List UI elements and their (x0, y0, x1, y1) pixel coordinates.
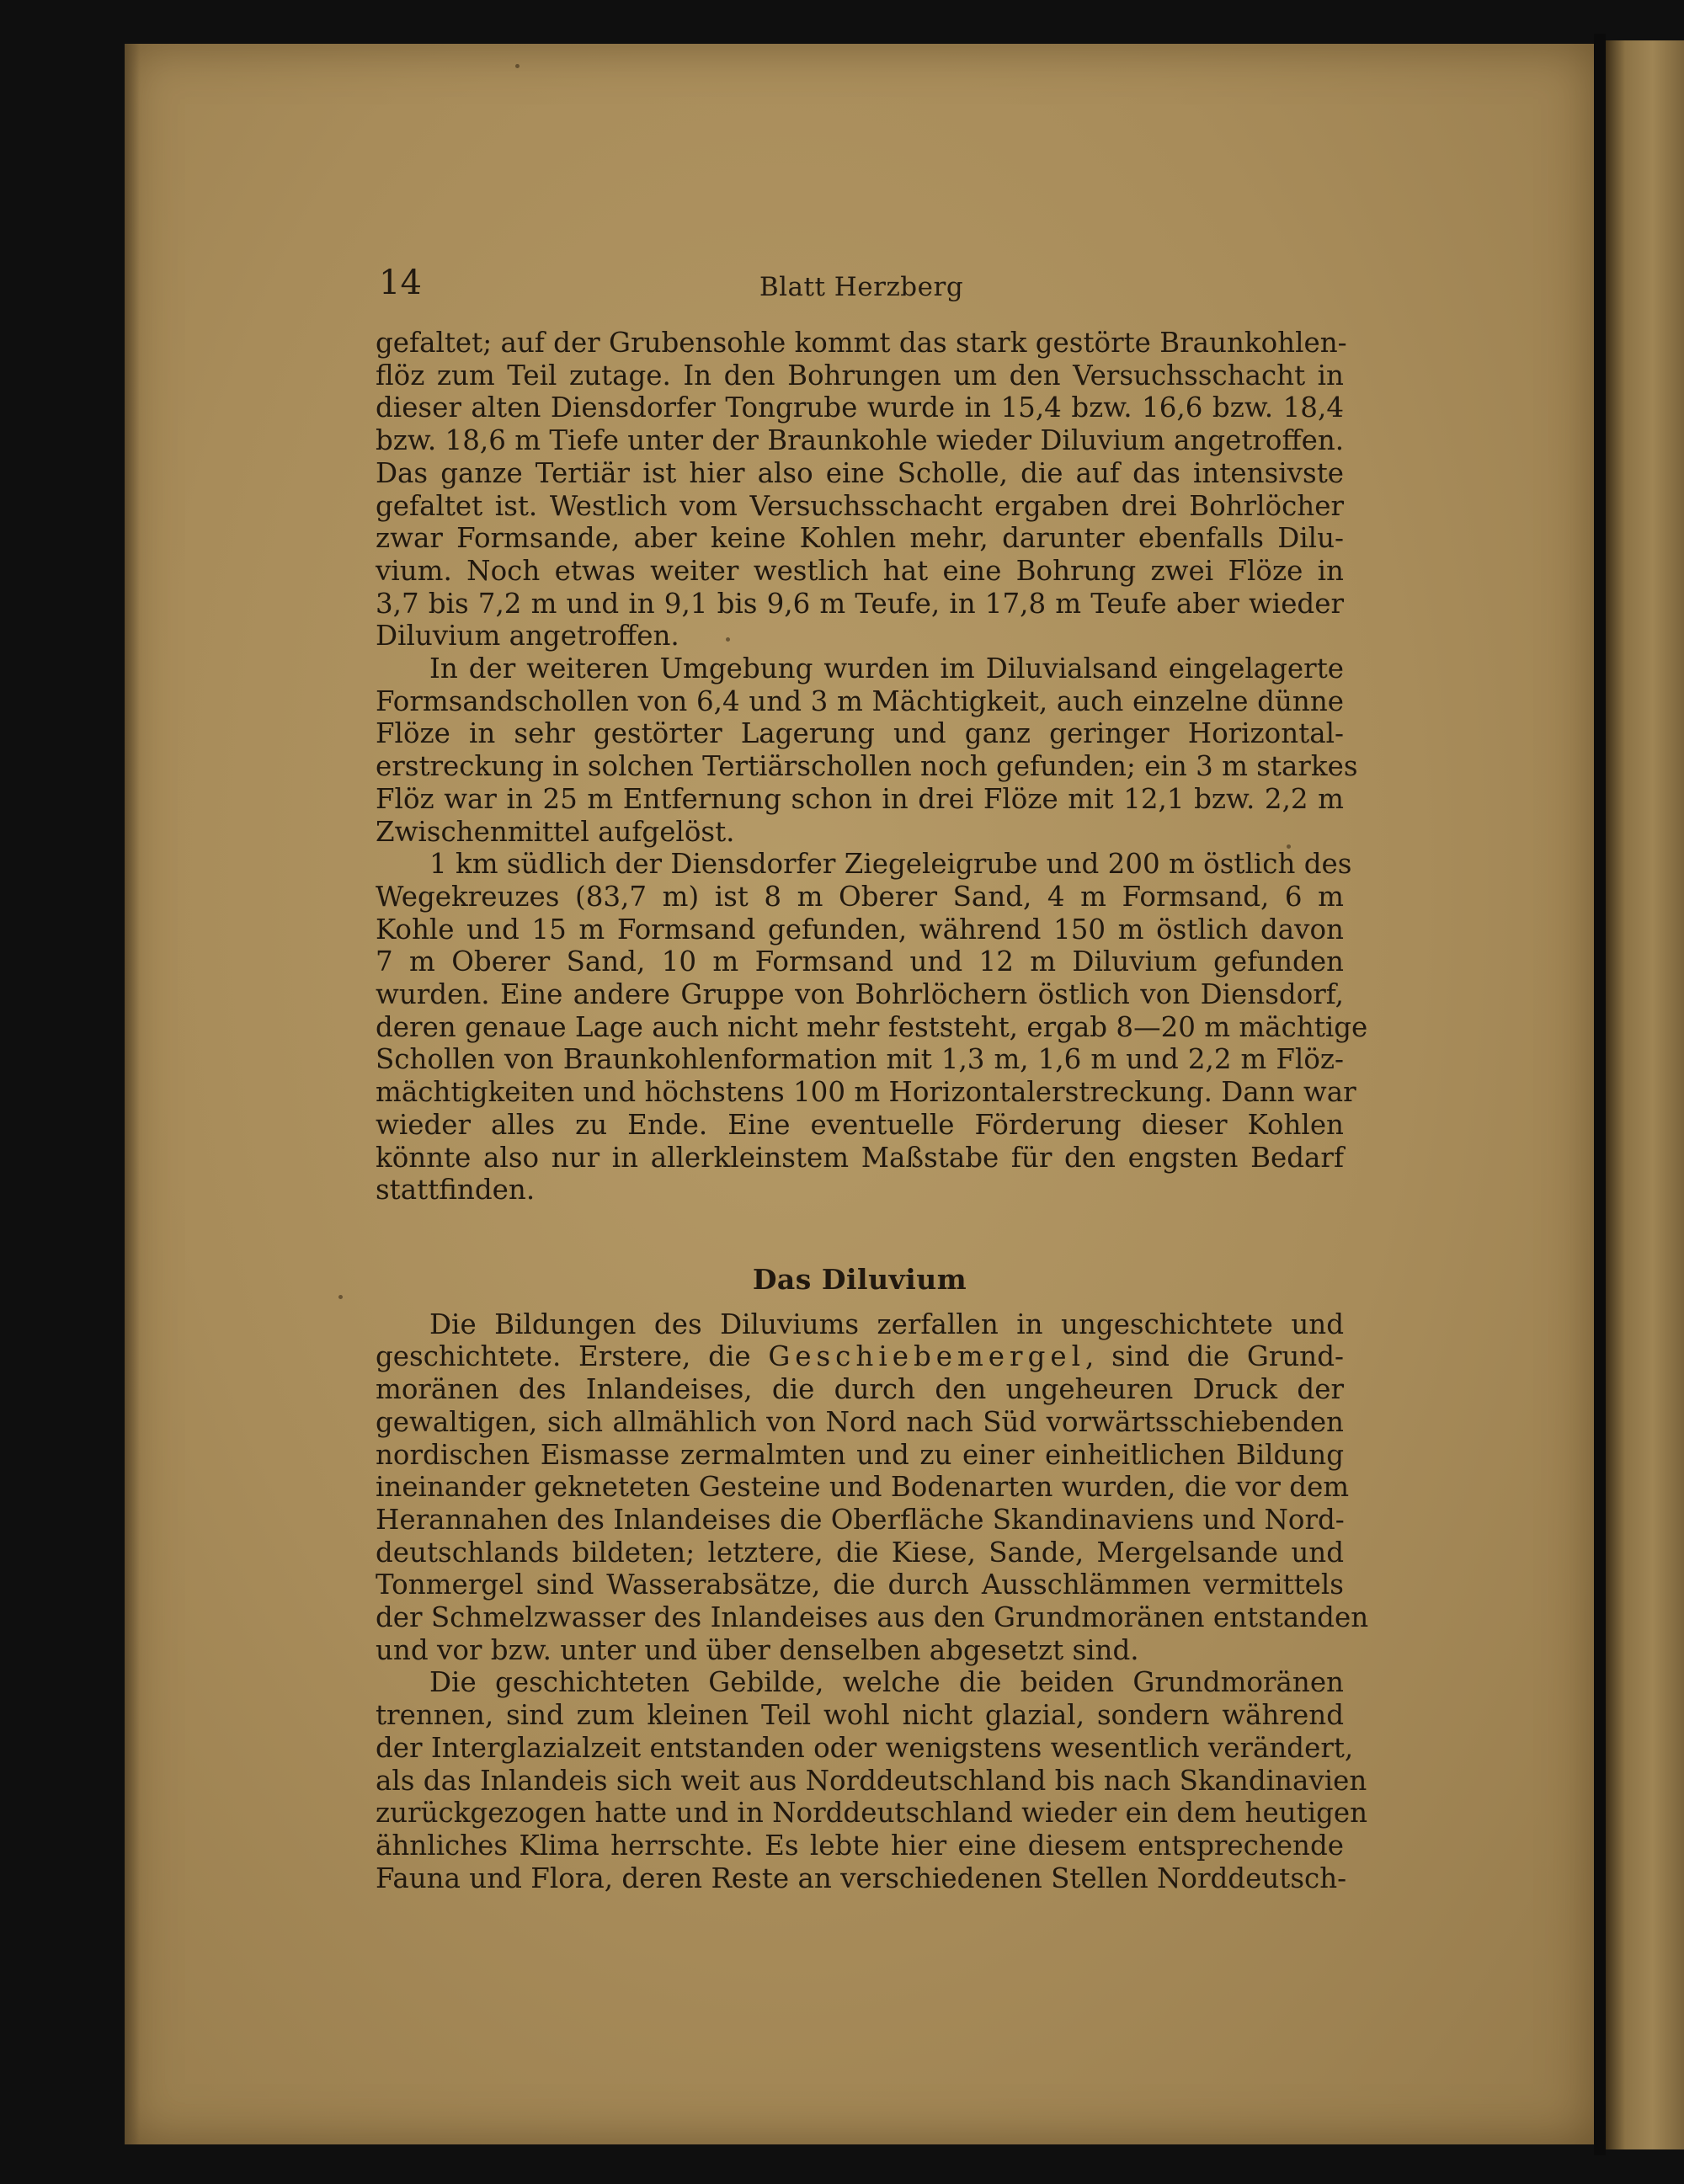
text-line: ineinander gekneteten Gesteine und Bodenarten wurden, die vor dem (376, 1471, 1350, 1504)
text-line: Tonmergel sind Wasserabsätze, die durch Ausschlämmen vermittels (376, 1569, 1344, 1601)
text-line: zurückgezogen hatte und in Norddeutschland wieder ein dem heutigen (376, 1797, 1368, 1830)
book-gutter (1594, 34, 1606, 2155)
page-shadow-edge (125, 44, 140, 2144)
text-line: der Schmelzwasser des Inlandeises aus den Grundmoränen entstanden (376, 1601, 1369, 1634)
text-line: könnte also nur in allerkleinstem Maßstabe für den engsten Bedarf (376, 1141, 1344, 1174)
text-line: Kohle und 15 m Formsand gefunden, während 150 m östlich davon (376, 913, 1344, 946)
text-line: mächtigkeiten und höchstens 100 m Horizontalerstreckung. Dann war (376, 1076, 1356, 1109)
text-line: ähnliches Klima herrschte. Es lebte hier eine diesem entsprechende (376, 1829, 1344, 1862)
text-line: Formsandschollen von 6,4 und 3 m Mächtigkeit, auch einzelne dünne (376, 684, 1344, 717)
text-line: dieser alten Diensdorfer Tongrube wurde in 15,4 bzw. 16,6 bzw. 18,4 (376, 392, 1344, 424)
text-line: gewaltigen, sich allmählich von Nord nach Süd vorwärtsschiebenden (376, 1405, 1344, 1438)
text-line: deutschlands bildeten; letztere, die Kiese, Sande, Mergelsande und (376, 1536, 1344, 1569)
text-line: vium. Noch etwas weiter westlich hat eine Bohrung zwei Flöze in (376, 554, 1344, 587)
text-line: als das Inlandeis sich weit aus Norddeutschland bis nach Skandinavien (376, 1764, 1367, 1797)
text-line: 7 m Oberer Sand, 10 m Formsand und 12 m Diluvium gefunden (376, 946, 1344, 978)
text-line: bzw. 18,6 m Tiefe unter der Braunkohle wieder Diluvium angetroffen. (376, 424, 1345, 457)
emphasized-term: Geschiebemergel (768, 1340, 1086, 1373)
paragraph-continuation (376, 327, 1347, 653)
text-line: wurden. Eine andere Gruppe von Bohrlöchern östlich von Diensdorf, (376, 978, 1344, 1011)
paper-speck (338, 1295, 343, 1299)
paragraph-gebilde (376, 1666, 1368, 1894)
adjacent-page-edge (1606, 40, 1684, 2149)
text-line: der Interglazialzeit entstanden oder wenigstens wesentlich verändert, (376, 1731, 1354, 1764)
text-line: 1 km südlich der Diensdorfer Ziegeleigrube und 200 m östlich des (429, 848, 1352, 881)
text-line: Diluvium angetroffen. (376, 620, 679, 653)
text-line: Die Bildungen des Diluviums zerfallen in ungeschichtete und (429, 1308, 1344, 1340)
text-line: wieder alles zu Ende. Eine eventuelle Förderung dieser Kohlen (376, 1108, 1344, 1141)
text-line: Das ganze Tertiär ist hier also eine Scholle, die auf das intensivste (376, 456, 1344, 489)
text-line-emphasis (376, 1340, 1344, 1373)
text-line: und vor bzw. unter und über denselben abgesetzt sind. (376, 1633, 1139, 1666)
text-line: Flöz war in 25 m Entfernung schon in drei Flöze mit 12,1 bzw. 2,2 m (376, 782, 1344, 815)
page-header (379, 264, 1344, 306)
text-line: Schollen von Braunkohlenformation mit 1,3 m, 1,6 m und 2,2 m Flöz- (376, 1043, 1344, 1076)
paper-speck (515, 64, 520, 68)
text-fragment: geschichtete. Erstere, die (376, 1340, 751, 1373)
text-line: stattfinden. (376, 1174, 536, 1207)
text-line: trennen, sind zum kleinen Teil wohl nicht glazial, sondern während (376, 1699, 1344, 1732)
text-fragment: , sind die Grund- (1085, 1340, 1344, 1373)
text-line: Fauna und Flora, deren Reste an verschiedenen Stellen Norddeutsch- (376, 1862, 1347, 1894)
text-line: Zwischenmittel aufgelöst. (376, 815, 735, 848)
paragraph-bohrungen (376, 848, 1368, 1207)
page-number: 14 (379, 264, 422, 302)
text-line: 3,7 bis 7,2 m und in 9,1 bis 9,6 m Teufe, in 17,8 m Teufe aber wieder (376, 587, 1344, 620)
text-line: Flöze in sehr gestörter Lagerung und ganz geringer Horizontal- (376, 717, 1344, 750)
text-line: gefaltet; auf der Grubensohle kommt das stark gestörte Braunkohlen- (376, 327, 1347, 359)
text-line: moränen des Inlandeises, die durch den ungeheuren Druck der (376, 1373, 1344, 1406)
paragraph-bildungen (376, 1308, 1369, 1667)
page-body (376, 327, 1369, 1894)
running-title: Blatt Herzberg (759, 272, 964, 302)
text-line: nordischen Eismasse zermalmten und zu einer einheitlichen Bildung (376, 1438, 1344, 1471)
text-line: zwar Formsande, aber keine Kohlen mehr, darunter ebenfalls Dilu- (376, 522, 1344, 555)
text-line: Wegekreuzes (83,7 m) ist 8 m Oberer Sand, 4 m Formsand, 6 m (376, 880, 1344, 913)
text-line: erstreckung in solchen Tertiärschollen noch gefunden; ein 3 m starkes (376, 750, 1358, 783)
paragraph-umgebung (376, 653, 1358, 848)
text-line: In der weiteren Umgebung wurden im Diluvialsand eingelagerte (429, 653, 1344, 685)
section-heading: Das Diluvium (752, 1262, 967, 1296)
text-line: Die geschichteten Gebilde, welche die beiden Grundmoränen (429, 1666, 1344, 1699)
text-line: Herannahen des Inlandeises die Oberfläche Skandinaviens und Nord- (376, 1503, 1345, 1536)
text-line: flöz zum Teil zutage. In den Bohrungen um den Versuchsschacht in (376, 359, 1344, 392)
text-line: gefaltet ist. Westlich vom Versuchsschacht ergaben drei Bohrlöcher (376, 489, 1344, 522)
text-line: deren genaue Lage auch nicht mehr feststeht, ergab 8—20 m mächtige (376, 1010, 1368, 1043)
